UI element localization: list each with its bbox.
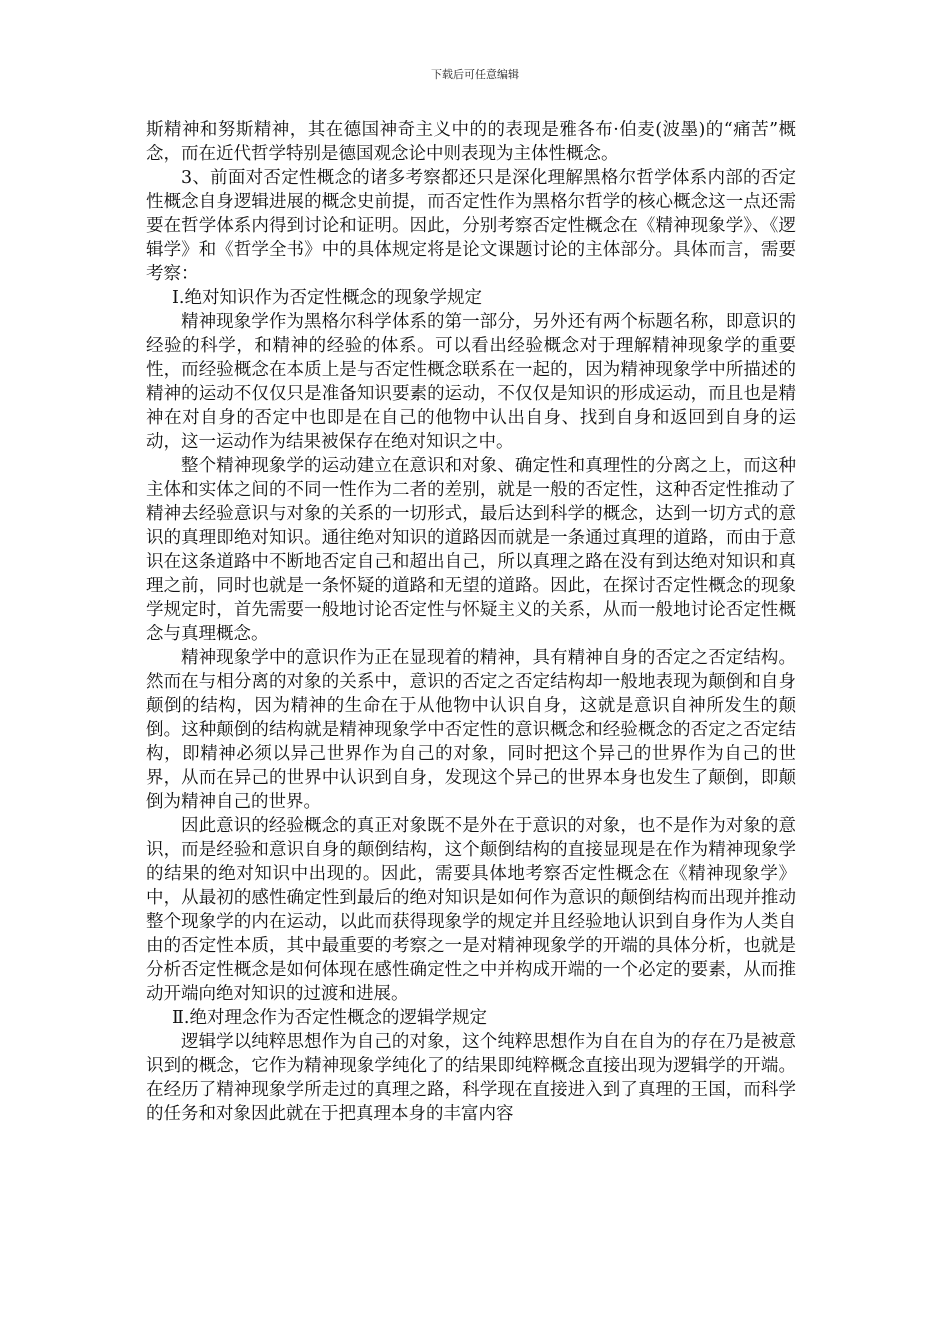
- section-heading: Ⅰ.绝对知识作为否定性概念的现象学规定: [172, 288, 482, 308]
- paragraph: 斯精神和努斯精神，其在德国神奇主义中的的表现是雅各布·伯麦(波墨)的“痛苦”概念，而在近代哲学特别是德国观念论中则表现为主体性概念。: [146, 120, 796, 164]
- paragraph: 因此意识的经验概念的真正对象既不是外在于意识的对象，也不是作为对象的意识，而是经验和意识自身的颠倒结构，这个颠倒结构的直接显现是在作为精神现象学的结果的绝对知识中出现的。因此，需要具体地考察否定性概念在《精神现象学》中，从最初的感性确定性到最后的绝对知识是如何作为意识的颠倒结构而出现并推动整个现象学的内在运动，以此而获得现象学的规定并且经验地认识到自身作为人类自由的否定性本质，其中最重要的考察之一是对精神现象学的开端的具体分析，也就是分析否定性概念是如何体现在感性确定性之中并构成开端的一个必定的要素，从而推动开端向绝对知识的过渡和进展。: [146, 816, 796, 1004]
- paragraph: 精神现象学作为黑格尔科学体系的第一部分，另外还有两个标题名称，即意识的经验的科学，和精神的经验的体系。可以看出经验概念对于理解精神现象学的重要性，而经验概念在本质上是与否定性概念联系在一起的，因为精神现象学中所描述的精神的运动不仅仅只是准备知识要素的运动，不仅仅是知识的形成运动，而且也是精神在对自身的否定中也即是在自己的他物中认出自身、找到自身和返回到自身的运动，这一运动作为结果被保存在绝对知识之中。: [146, 312, 796, 452]
- page-header: 下载后可任意编辑: [431, 68, 519, 81]
- document-body: [146, 118, 796, 1126]
- paragraph: 整个精神现象学的运动建立在意识和对象、确定性和真理性的分离之上，而这种主体和实体之间的不同一性作为二者的差别，就是一般的否定性，这种否定性推动了精神去经验意识与对象的关系的一切形式，最后达到科学的概念，达到一切方式的意识的真理即绝对知识。通往绝对知识的道路因而就是一条通过真理的道路，而由于意识在这条道路中不断地否定自己和超出自己，所以真理之路在没有到达绝对知识和真理之前，同时也就是一条怀疑的道路和无望的道路。因此，在探讨否定性概念的现象学规定时，首先需要一般地讨论否定性与怀疑主义的关系，从而一般地讨论否定性概念与真理概念。: [146, 456, 796, 644]
- paragraph: 逻辑学以纯粹思想作为自己的对象，这个纯粹思想作为自在自为的存在乃是被意识到的概念，它作为精神现象学纯化了的结果即纯粹概念直接出现为逻辑学的开端。在经历了精神现象学所走过的真理之路，科学现在直接进入到了真理的王国，而科学的任务和对象因此就在于把真理本身的丰富内容: [146, 1032, 796, 1124]
- paragraph: 3、前面对否定性概念的诸多考察都还只是深化理解黑格尔哲学体系内部的否定性概念自身逻辑进展的概念史前提，而否定性作为黑格尔哲学的核心概念这一点还需要在哲学体系内得到讨论和证明。因此，分别考察否定性概念在《精神现象学》、《逻辑学》和《哲学全书》中的具体规定将是论文课题讨论的主体部分。具体而言，需要考察：: [146, 168, 796, 284]
- section-heading: Ⅱ.绝对理念作为否定性概念的逻辑学规定: [172, 1008, 487, 1028]
- paragraph: 精神现象学中的意识作为正在显现着的精神，具有精神自身的否定之否定结构。然而在与相分离的对象的关系中，意识的否定之否定结构却一般地表现为颠倒和自身颠倒的结构，因为精神的生命在于从他物中认识自身，这就是意识自神所发生的颠倒。这种颠倒的结构就是精神现象学中否定性的意识概念和经验概念的否定之否定结构，即精神必须以异己世界作为自己的对象，同时把这个异己的世界作为自己的世界，从而在异己的世界中认识到自身，发现这个异己的世界本身也发生了颠倒，即颠倒为精神自己的世界。: [146, 648, 796, 812]
